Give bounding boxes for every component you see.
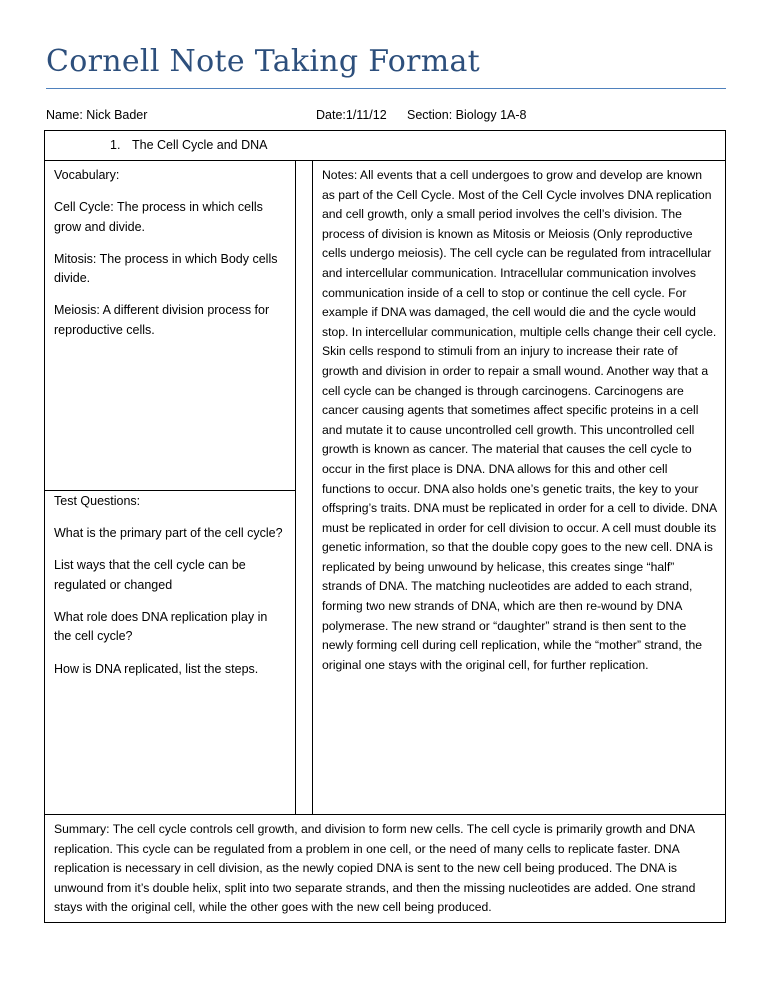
- date: Date:1/11/12: [316, 108, 387, 122]
- topic-box: [44, 130, 726, 161]
- vocabulary-term: Cell Cycle: The process in which cells grow and divide.: [54, 200, 263, 234]
- test-question: List ways that the cell cycle can be regulated or changed: [54, 558, 246, 592]
- test-question: What role does DNA replication play in the cell cycle?: [54, 609, 268, 644]
- title-underline: [46, 88, 726, 89]
- test-questions-heading: Test Questions:: [54, 494, 141, 508]
- vocabulary-heading: Vocabulary:: [54, 168, 120, 182]
- topic-title: The Cell Cycle and DNA: [132, 138, 268, 152]
- test-question: What is the primary part of the cell cycle?: [54, 526, 283, 541]
- test-questions-box: [44, 490, 296, 815]
- summary-box: [44, 814, 726, 923]
- student-name: Name: Nick Bader: [46, 108, 148, 122]
- notes-text: Notes: All events that a cell undergoes to grow and develop are known as part of the Cell Cycle. Most of the Cell Cycle involves DNA replication and cell growth, only a small period involves the cell’s division. The process of division is known as Mitosis or Meiosis (Only reproductive cells undergo meiosis). The cell cycle can be regulated from intracellular and intercellular communication. Intracellular communication involves communication inside of a cell to stop or continue the cell cycle. For example if DNA was damaged, the cell would die and the cycle would stop. In intercellular communication, multiple cells change their cell cycle. Skin cells respond to stimuli from an injury to increase their rate of growth and division in order to repair a small wound. Another way that a cell cycle can be changed is through carcinogens. Carcinogens are cancer causing agents that sometimes affect specific proteins in a cell and mutate it to cause uncontrolled cell growth. This uncontrolled cell growth is known as cancer. The material that causes the cell cycle to occur in the first place is DNA. DNA allows for this and other cell functions to occur. DNA also holds one’s genetic traits, the key to your offspring’s traits. DNA must be replicated in order for a cell to divide. DNA must be replicated in order for cell division to occur. A cell must double its genetic information, so that the double copy goes to the new cell. DNA is replicated by being unwound by helicase, this creates singe “half” strands of DNA. The matching nucleotides are added to each strand, forming two new strands of DNA, which are then re-wound by DNA polymerase. The new strand or “daughter” strand is then sent to the newly forming cell during cell replication, while the “mother” strand, the original one stays with the original cell, for further replication.: [322, 168, 717, 672]
- section: Section: Biology 1A-8: [407, 108, 527, 122]
- page-title: Cornell Note Taking Format: [46, 44, 480, 79]
- vocabulary-term: Meiosis: A different division process for reproductive cells.: [54, 303, 270, 338]
- notes-box: [312, 160, 726, 815]
- vocabulary-term: Mitosis: The process in which Body cells divide.: [54, 251, 278, 286]
- summary-text: Summary: The cell cycle controls cell growth, and division to form new cells. The cell cycle is primarily growth and DNA replication. This cycle can be regulated from a problem in one cell, or the need of many cells to replicate faster. DNA replication is necessary in cell division, as the newly copied DNA is sent to the new cell being produced. The DNA is unwound from it’s double helix, split into two separate strands, and then the missing nucleotides are added. One strand stays with the original cell, while the other goes with the new cell being produced.: [54, 822, 696, 915]
- test-question: How is DNA replicated, list the steps.: [54, 661, 259, 676]
- topic-number: 1.: [110, 138, 121, 152]
- vocabulary-box: [44, 160, 296, 491]
